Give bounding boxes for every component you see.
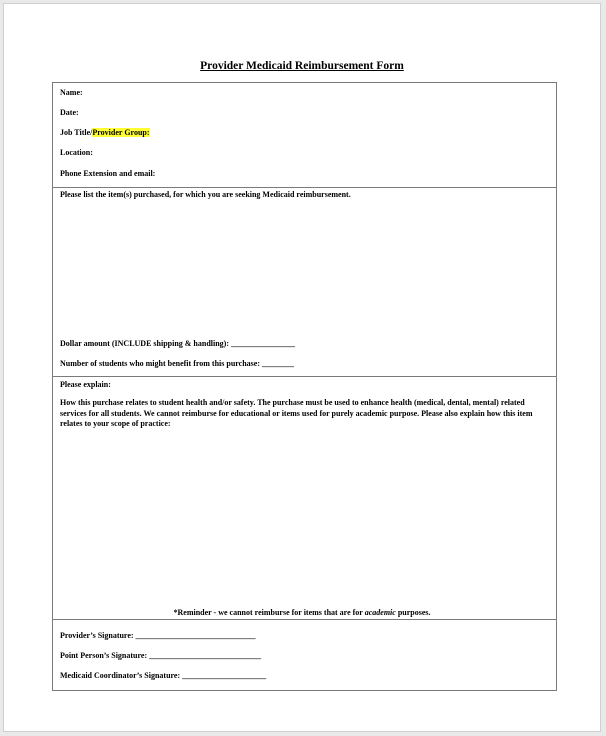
reminder-suffix: purposes. <box>395 608 431 617</box>
provider-signature-line: Provider’s Signature: ______________________________ <box>60 631 256 640</box>
job-title-field-label <box>60 128 150 137</box>
signatures-section <box>52 619 557 691</box>
form-title: Provider Medicaid Reimbursement Form <box>200 60 404 72</box>
name-field-label: Name: <box>60 88 83 97</box>
dollar-amount-field: Dollar amount (INCLUDE shipping & handling): ________________ <box>60 339 296 348</box>
date-field-label: Date: <box>60 108 79 117</box>
phone-email-field-label: Phone Extension and email: <box>60 169 156 178</box>
explain-instructions: How this purchase relates to student health and/or safety. The purchase must be used to enhance health (medical, dental, mental) related services for all students. We cannot reimburse for educational or items used for purely academic purpose. Please also explain how this item relates to your scope of practice: <box>60 398 533 428</box>
explanation-section <box>52 376 557 620</box>
location-field-label: Location: <box>60 148 93 157</box>
reminder-emphasis: academic <box>364 608 396 617</box>
items-prompt: Please list the item(s) purchased, for which you are seeking Medicaid reimbursement. <box>60 190 351 199</box>
students-count-field: Number of students who might benefit from this purchase: ________ <box>60 359 295 368</box>
items-purchased-section <box>52 187 557 377</box>
document-page <box>3 3 601 732</box>
explain-label: Please explain: <box>60 380 111 389</box>
coordinator-signature-line: Medicaid Coordinator’s Signature: _____________________ <box>60 671 267 680</box>
reminder-note <box>4 608 600 617</box>
contact-info-section <box>52 82 557 188</box>
reminder-prefix: *Reminder - we cannot reimburse for items that are for <box>173 608 365 617</box>
provider-group-highlight: Provider Group: <box>92 128 150 137</box>
point-person-signature-line: Point Person’s Signature: ____________________________ <box>60 651 262 660</box>
job-title-prefix: Job Title/ <box>60 128 93 137</box>
